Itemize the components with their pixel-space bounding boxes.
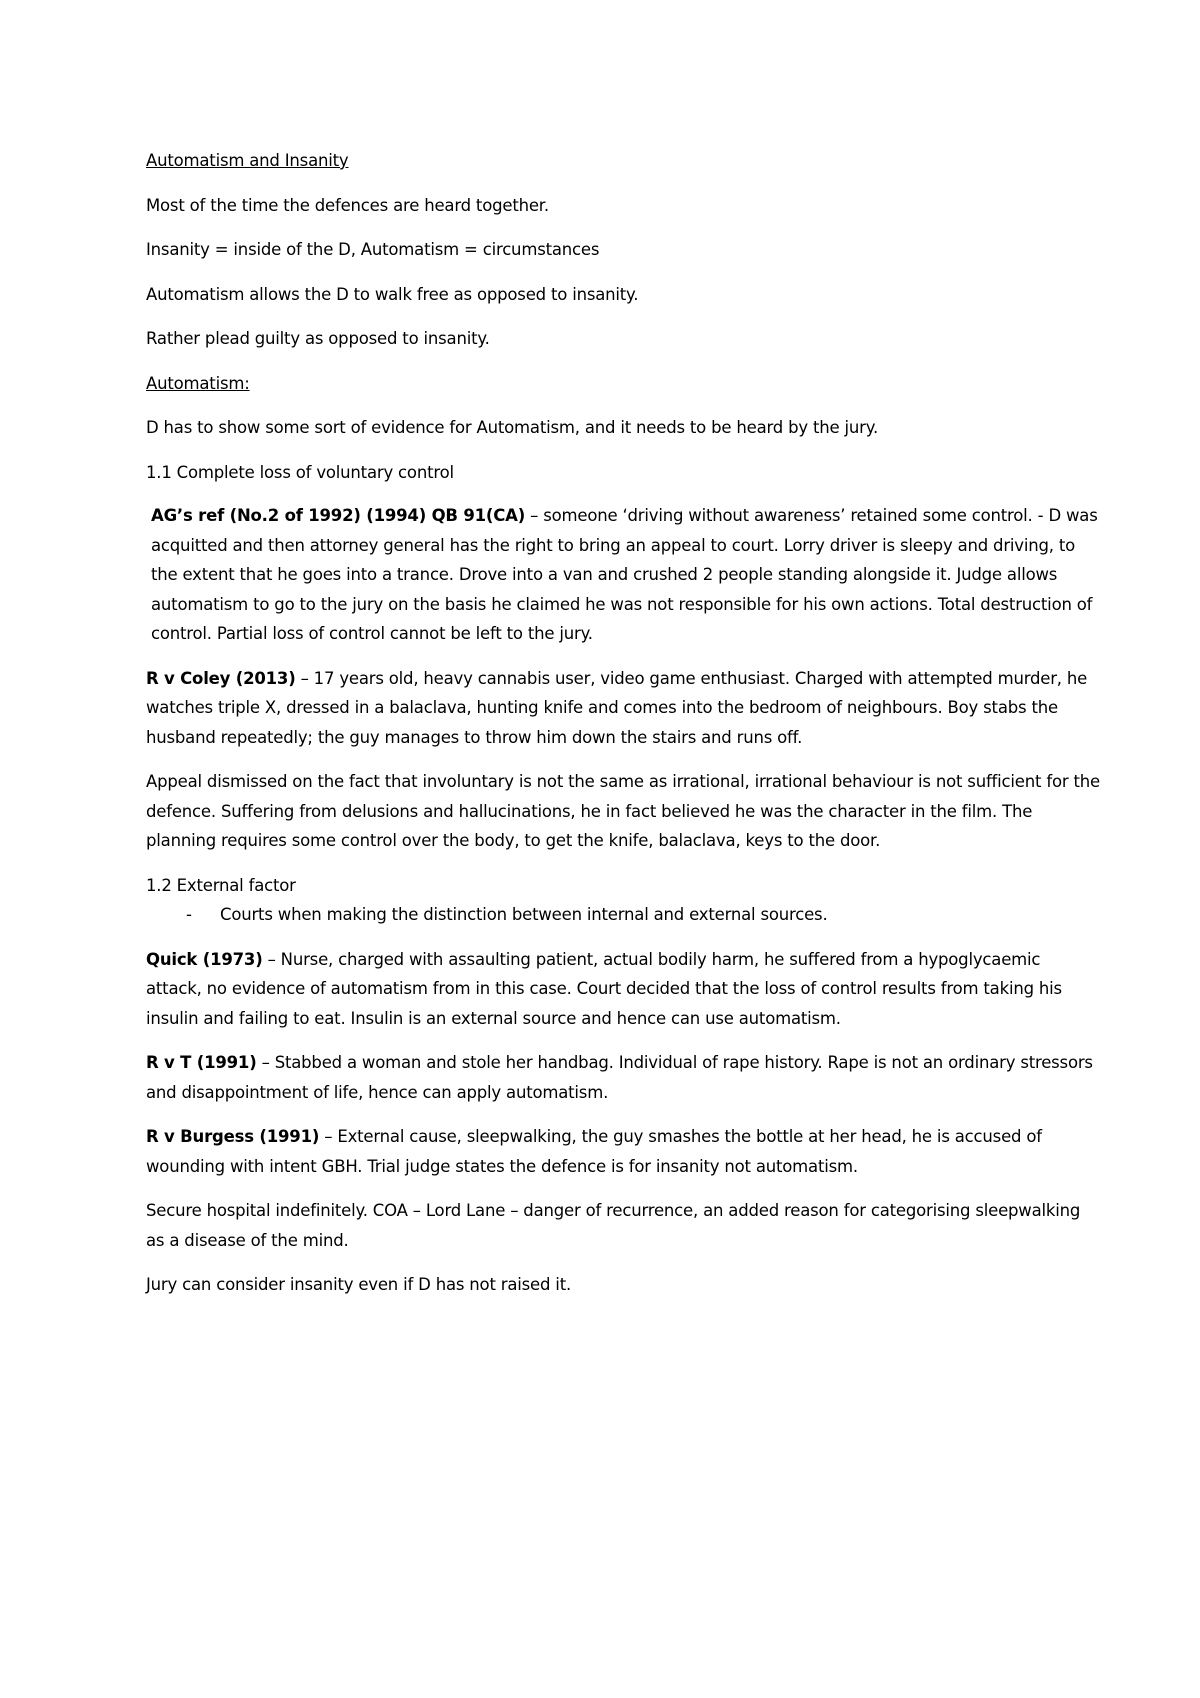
- case-text-quick: – Nurse, charged with assaulting patient, actual bodily harm, he suffered from a hypoglycaemic attack, no evidence of automatism from in this case. Court decided that the loss of control results from taking his insulin and failing to eat. Insulin is an external source and hence can use automatism.: [146, 949, 1062, 1028]
- case-paragraph-r-v-t: [146, 1048, 1100, 1107]
- bullet-text: Courts when making the distinction between internal and external sources.: [220, 905, 828, 924]
- intro-line-2: Insanity = inside of the D, Automatism = circumstances: [146, 240, 600, 259]
- bullet-dash: -: [186, 905, 192, 924]
- case-text-ag-ref: – someone ‘driving without awareness’ retained some control. - D was acquitted and then attorney general has the right to bring an appeal to court. Lorry driver is sleepy and driving, to the extent that he goes into a trance. Drove into a van and crushed 2 people standing alongside it. Judge allows automatism to go to the jury on the basis he claimed he was not responsible for his own actions. Total destruction of control. Partial loss of control cannot be left to the jury.: [151, 506, 1098, 643]
- case-paragraph-coley: [146, 664, 1100, 753]
- case-name-coley: R v Coley (2013): [146, 668, 296, 688]
- document-title: Automatism and Insanity: [146, 151, 349, 170]
- case-name-r-v-t: R v T (1991): [146, 1053, 257, 1072]
- jury-paragraph: Jury can consider insanity even if D has not raised it.: [146, 1275, 572, 1294]
- case-text-r-v-t: – Stabbed a woman and stole her handbag. Individual of rape history. Rape is not an ordinary stressors and disappointment of life, hence can apply automatism.: [146, 1053, 1093, 1102]
- subheading-complete-loss: 1.1 Complete loss of voluntary control: [146, 462, 454, 482]
- subheading-external-factor: 1.2 External factor: [146, 875, 296, 895]
- case-name-quick: Quick (1973): [146, 949, 263, 969]
- case-name-burgess: R v Burgess (1991): [146, 1127, 320, 1146]
- case-name-ag-ref: AG’s ref (No.2 of 1992) (1994) QB 91(CA): [151, 506, 526, 525]
- evidence-paragraph: D has to show some sort of evidence for Automatism, and it needs to be heard by the jury.: [146, 418, 879, 437]
- case-text-burgess: – External cause, sleepwalking, the guy smashes the bottle at her head, he is accused of wounding with intent GBH. Trial judge states the defence is for insanity not automatism.: [146, 1127, 1042, 1176]
- case-text-coley: – 17 years old, heavy cannabis user, video game enthusiast. Charged with attempted murder, he watches triple X, dressed in a balaclava, hunting knife and comes into the bedroom of neighbours. Boy stabs the husband repeatedly; the guy manages to throw him down the stairs and runs off.: [146, 668, 1088, 747]
- section-heading-automatism: Automatism:: [146, 373, 250, 393]
- case-paragraph-quick: [146, 945, 1100, 1034]
- case-paragraph-ag-ref: [146, 501, 1100, 649]
- intro-line-1: Most of the time the defences are heard together.: [146, 195, 549, 215]
- case-paragraph-burgess: [146, 1122, 1100, 1181]
- appeal-paragraph: Appeal dismissed on the fact that involuntary is not the same as irrational, irrational behaviour is not sufficient for the defence. Suffering from delusions and hallucinations, he in fact believed he was the character in the film. The planning requires some control over the body, to get the knife, balaclava, keys to the door.: [146, 772, 1100, 850]
- secure-hospital-paragraph: Secure hospital indefinitely. COA – Lord Lane – danger of recurrence, an added reason for categorising sleepwalking as a disease of the mind.: [146, 1201, 1081, 1250]
- intro-line-4: Rather plead guilty as opposed to insanity.: [146, 329, 490, 348]
- intro-line-3: Automatism allows the D to walk free as opposed to insanity.: [146, 284, 639, 304]
- bullet-item: [186, 900, 1100, 930]
